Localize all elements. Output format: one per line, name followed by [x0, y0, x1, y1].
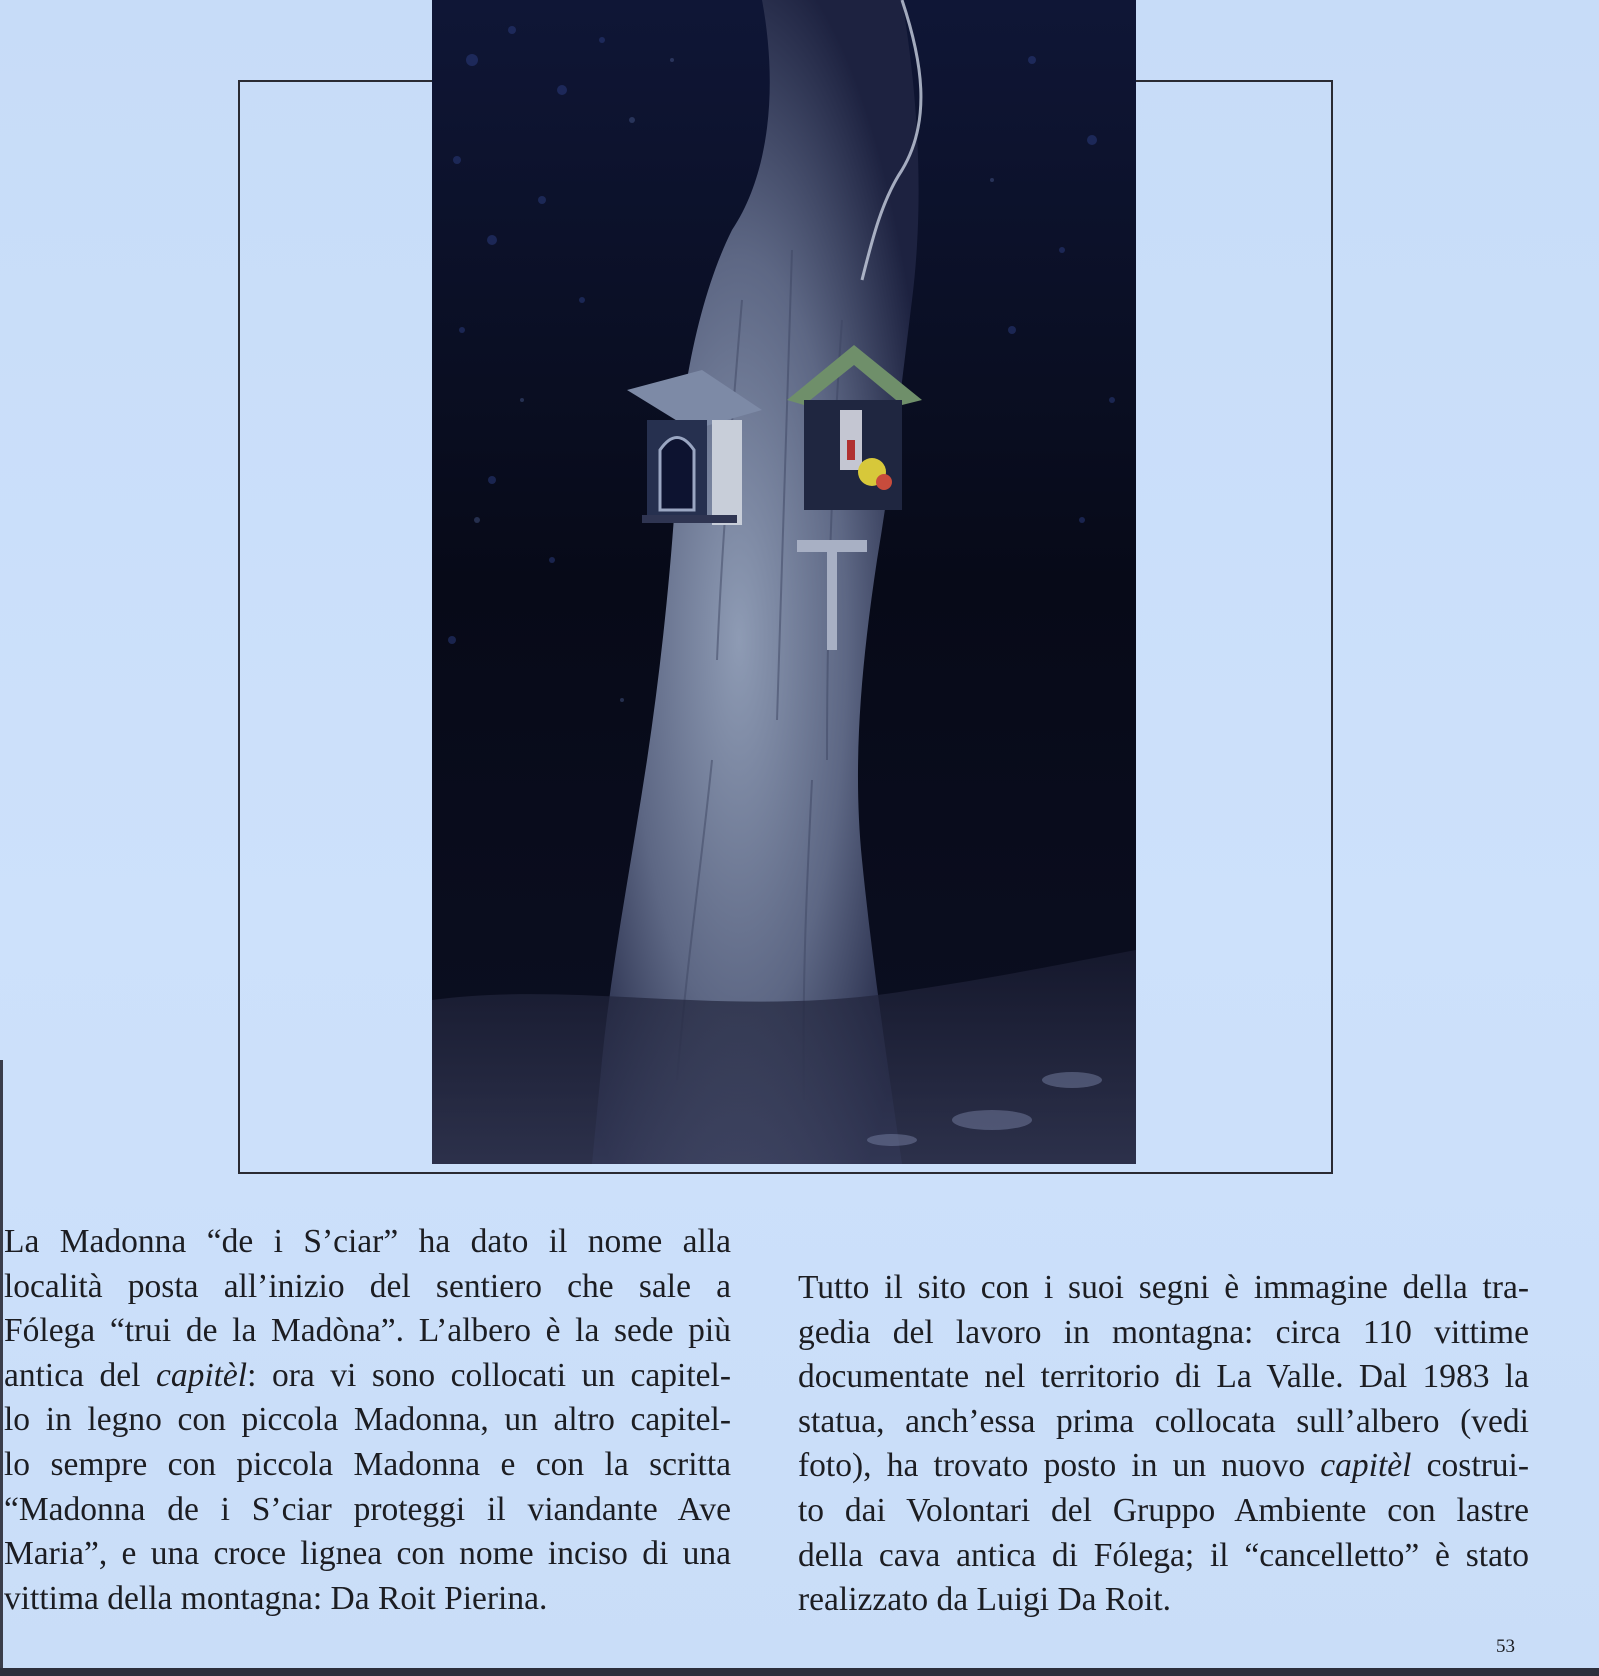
caption-left-line: Fólega “trui de la Madòna”. L’albero è la sede più: [4, 1312, 731, 1350]
caption-left-line: lo sempre con piccola Madonna e con la scritta: [4, 1445, 731, 1483]
caption-right: [798, 1266, 1529, 1623]
caption-right-line: [798, 1444, 1529, 1489]
caption-right-line: realizzato da Luigi Da Roit.: [798, 1581, 1172, 1619]
caption-right-line: documentate nel territorio di La Valle. Dal 1983 la: [798, 1358, 1529, 1396]
caption-text: : ora vi sono collocati un capitel-: [247, 1356, 731, 1394]
caption-right-line: gedia del lavoro in montagna: circa 110 vittime: [798, 1313, 1529, 1351]
capitel-term: capitèl: [1320, 1447, 1412, 1485]
tree-shrine-photo: [432, 0, 1136, 1164]
page-bottom-edge: [0, 1668, 1599, 1676]
caption-left-line: lo in legno con piccola Madonna, un altro capitel-: [4, 1401, 731, 1439]
caption-right-line: to dai Volontari del Gruppo Ambiente con lastre: [798, 1491, 1529, 1529]
page-edge-shadow: [0, 1060, 3, 1676]
caption-left: [4, 1220, 731, 1621]
caption-right-line: della cava antica di Fólega; il “cancelletto” è stato: [798, 1536, 1529, 1574]
caption-left-line: vittima della montagna: Da Roit Pierina.: [4, 1579, 548, 1617]
capitel-term: capitèl: [155, 1356, 248, 1394]
caption-left-line: Maria”, e una croce lignea con nome inciso di una: [4, 1535, 731, 1573]
caption-left-line: La Madonna “de i S’ciar” ha dato il nome alla: [4, 1223, 731, 1260]
caption-left-line: [4, 1354, 731, 1399]
caption-left-line: località posta all’inizio del sentiero che sale a: [4, 1267, 731, 1305]
caption-left-line: “Madonna de i S’ciar proteggi il viandante Ave: [4, 1490, 731, 1528]
caption-text: costrui-: [1411, 1447, 1529, 1485]
caption-right-line: statua, anch’essa prima collocata sull’albero (vedi: [798, 1402, 1529, 1440]
caption-right-line: Tutto il sito con i suoi segni è immagine della tra-: [798, 1269, 1529, 1306]
caption-text: foto), ha trovato posto in un nuovo: [798, 1447, 1321, 1485]
page-number: 53: [1496, 1636, 1515, 1657]
caption-text: antica del: [4, 1356, 156, 1394]
